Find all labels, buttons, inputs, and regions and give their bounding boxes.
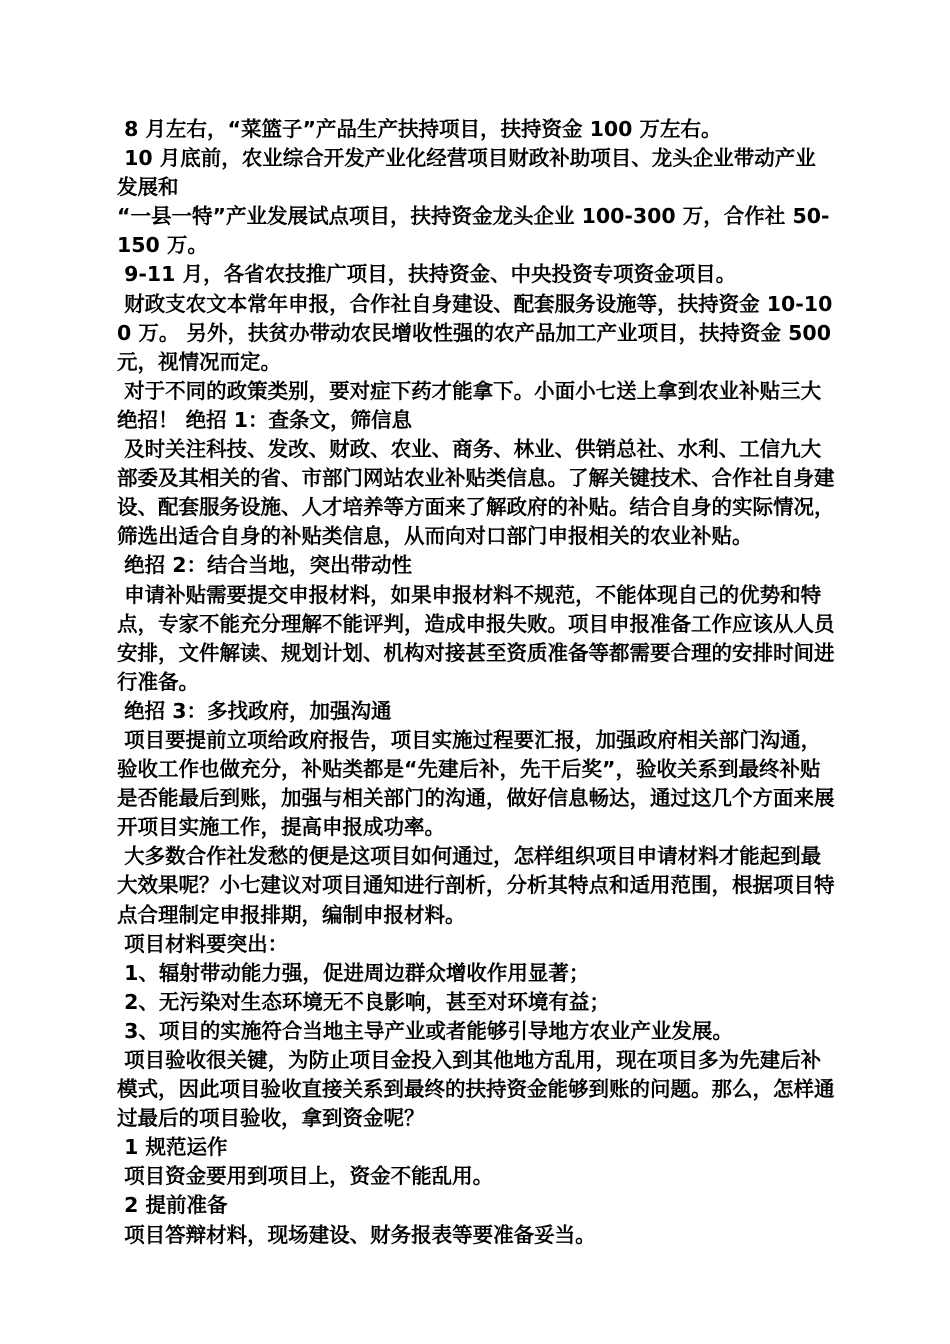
heading-standard-operation: 1 规范运作 (117, 1135, 228, 1160)
heading-advance-preparation: 2 提前准备 (117, 1193, 228, 1218)
document-page (117, 115, 839, 1250)
heading-materials-highlight: 项目材料要突出： (117, 931, 289, 956)
paragraph-financial-support: 财政支农文本常年申报，合作社自身建设、配套服务设施等，扶持资金 10-100 万。 另外，扶贫办带动农民增收性强的农产品加工产业项目，扶持资金 500 元，视情况而定。 (117, 291, 839, 374)
paragraph-three-tips-intro: 对于不同的政策类别，要对症下药才能拿下。小面小七送上拿到农业补贴三大绝招！ 绝招 1：查条文，筛信息 (117, 378, 822, 432)
paragraph-tip-2-body: 申请补贴需要提交申报材料，如果申报材料不规范，不能体现自己的优势和特点，专家不能充分理解不能评判，造成申报失败。项目申报准备工作应该从人员安排，文件解读、规划计划、机构对接甚至资质准备等都需要合理的安排时间进行准备。 (117, 582, 835, 694)
paragraph-sept-nov-projects: 9-11 月，各省农技推广项目，扶持资金、中央投资专项资金项目。 (117, 262, 737, 287)
heading-tip-3: 绝招 3：多找政府，加强沟通 (117, 698, 392, 723)
paragraph-tip-1-body: 及时关注科技、发改、财政、农业、商务、林业、供销总社、水利、工信九大部委及其相关的省、市部门网站农业补贴类信息。了解关键技术、合作社自身建设、配套服务设施、人才培养等方面来了解政府的补贴。结合自身的实际情况，筛选出适合自身的补贴类信息，从而向对口部门申报相关的农业补贴。 (117, 437, 835, 549)
heading-tip-2: 绝招 2：结合当地，突出带动性 (117, 553, 413, 578)
list-item-2: 2、无污染对生态环境无不良影响，甚至对环境有益； (117, 989, 610, 1014)
paragraph-advance-preparation: 项目答辩材料，现场建设、财务报表等要准备妥当。 (117, 1222, 596, 1247)
paragraph-tip-3-body: 项目要提前立项给政府报告，项目实施过程要汇报，加强政府相关部门沟通，验收工作也做充分，补贴类都是“先建后补，先干后奖”，验收关系到最终补贴是否能最后到账，加强与相关部门的沟通，做好信息畅达，通过这几个方面来展开项目实施工作，提高申报成功率。 (117, 727, 835, 840)
list-item-3: 3、项目的实施符合当地主导产业或者能够引导地方农业产业发展。 (117, 1018, 733, 1043)
paragraph-basket-project: 8 月左右，“菜篮子”产品生产扶持项目，扶持资金 100 万左右。 (117, 117, 722, 141)
list-item-1: 1、辐射带动能力强，促进周边群众增收作用显著； (117, 960, 590, 985)
paragraph-acceptance: 项目验收很关键，为防止项目金投入到其他地方乱用，现在项目多为先建后补模式，因此项目验收直接关系到最终的扶持资金能够到账的问题。那么，怎样通过最后的项目验收，拿到资金呢？ (117, 1048, 835, 1131)
paragraph-cooperative-concerns: 大多数合作社发愁的便是这项目如何通过，怎样组织项目申请材料才能起到最大效果呢？小七建议对项目通知进行剖析，分析其特点和适用范围，根据项目特点合理制定申报排期，编制申报材料。 (117, 844, 835, 927)
paragraph-standard-operation: 项目资金要用到项目上，资金不能乱用。 (117, 1164, 494, 1189)
paragraph-one-county-one-specialty: “一县一特”产业发展试点项目，扶持资金龙头企业 100-300 万，合作社 50-150 万。 (117, 204, 830, 258)
paragraph-october-deadline: 10 月底前，农业综合开发产业化经营项目财政补助项目、龙头企业带动产业发展和 (117, 146, 816, 200)
